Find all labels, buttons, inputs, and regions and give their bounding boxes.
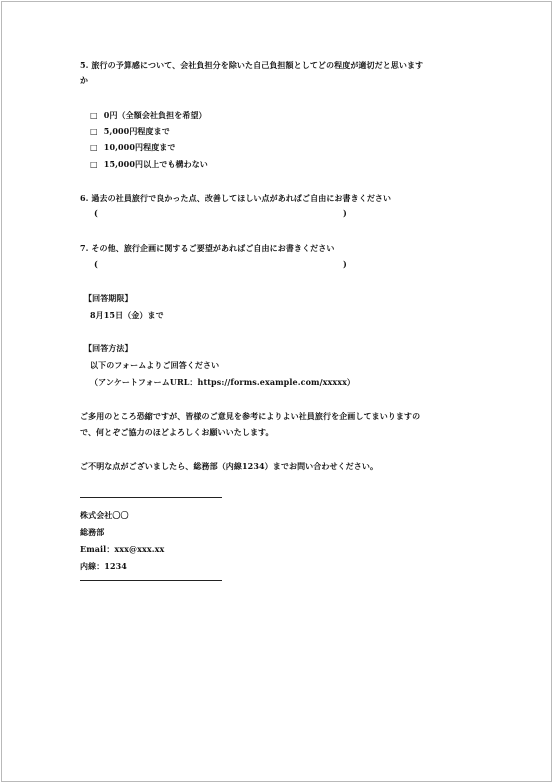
q6-answer-close-paren: ) bbox=[343, 208, 347, 218]
q5-option-4[interactable] bbox=[90, 158, 208, 170]
contact-note: ご不明な点がございましたら、総務部（内線1234）までお問い合わせください。 bbox=[80, 461, 379, 471]
q5-option-label: 0円（全額会社負担を希望） bbox=[103, 110, 207, 120]
signature-company: 株式会社〇〇 bbox=[80, 510, 129, 520]
q5-option-3[interactable] bbox=[90, 141, 176, 153]
q5-option-2[interactable] bbox=[90, 125, 170, 137]
checkbox-icon[interactable]: □ bbox=[90, 142, 98, 152]
signature-top-divider bbox=[80, 497, 222, 498]
q5-option-label: 5,000円程度まで bbox=[103, 126, 170, 136]
checkbox-icon[interactable]: □ bbox=[90, 126, 98, 136]
q5-option-1[interactable] bbox=[90, 109, 207, 121]
method-heading: 【回答方法】 bbox=[84, 343, 133, 353]
checkbox-icon[interactable]: □ bbox=[90, 110, 98, 120]
q5-option-label: 10,000円程度まで bbox=[103, 142, 176, 152]
signature-email[interactable]: Email：xxx@xxx.xx bbox=[80, 544, 165, 554]
signature-department: 総務部 bbox=[80, 527, 105, 537]
method-line1: 以下のフォームよりご回答ください bbox=[90, 360, 220, 370]
q7-question: 7. その他、旅行企画に関するご要望があればご自由にお書きください bbox=[80, 243, 335, 253]
closing-line1: ご多用のところ恐縮ですが、皆様のご意見を参考によりよい社員旅行を企画してまいりますの bbox=[80, 411, 421, 421]
q6-question: 6. 過去の社員旅行で良かった点、改善してほしい点があればご自由にお書きください bbox=[80, 193, 392, 203]
deadline-value: 8月15日（金）まで bbox=[90, 310, 164, 320]
checkbox-icon[interactable]: □ bbox=[90, 159, 98, 169]
form-url-link[interactable]: （アンケートフォームURL：https://forms.example.com/xxxxx） bbox=[90, 377, 356, 387]
q5-question-line2: か bbox=[80, 75, 89, 85]
q7-answer-close-paren: ) bbox=[343, 259, 347, 269]
signature-bottom-divider bbox=[80, 580, 222, 581]
q7-answer-open-paren: ( bbox=[94, 259, 98, 269]
closing-line2: で、何とぞご協力のほどよろしくお願いいたします。 bbox=[80, 427, 274, 437]
q6-answer-open-paren: ( bbox=[94, 208, 98, 218]
q5-option-label: 15,000円以上でも構わない bbox=[103, 159, 208, 169]
signature-extension: 内線：1234 bbox=[80, 561, 127, 571]
document-page bbox=[1, 1, 552, 782]
q5-question-line1: 5. 旅行の予算感について、会社負担分を除いた自己負担額としてどの程度が適切だと思います bbox=[80, 60, 424, 70]
deadline-heading: 【回答期限】 bbox=[84, 293, 133, 303]
